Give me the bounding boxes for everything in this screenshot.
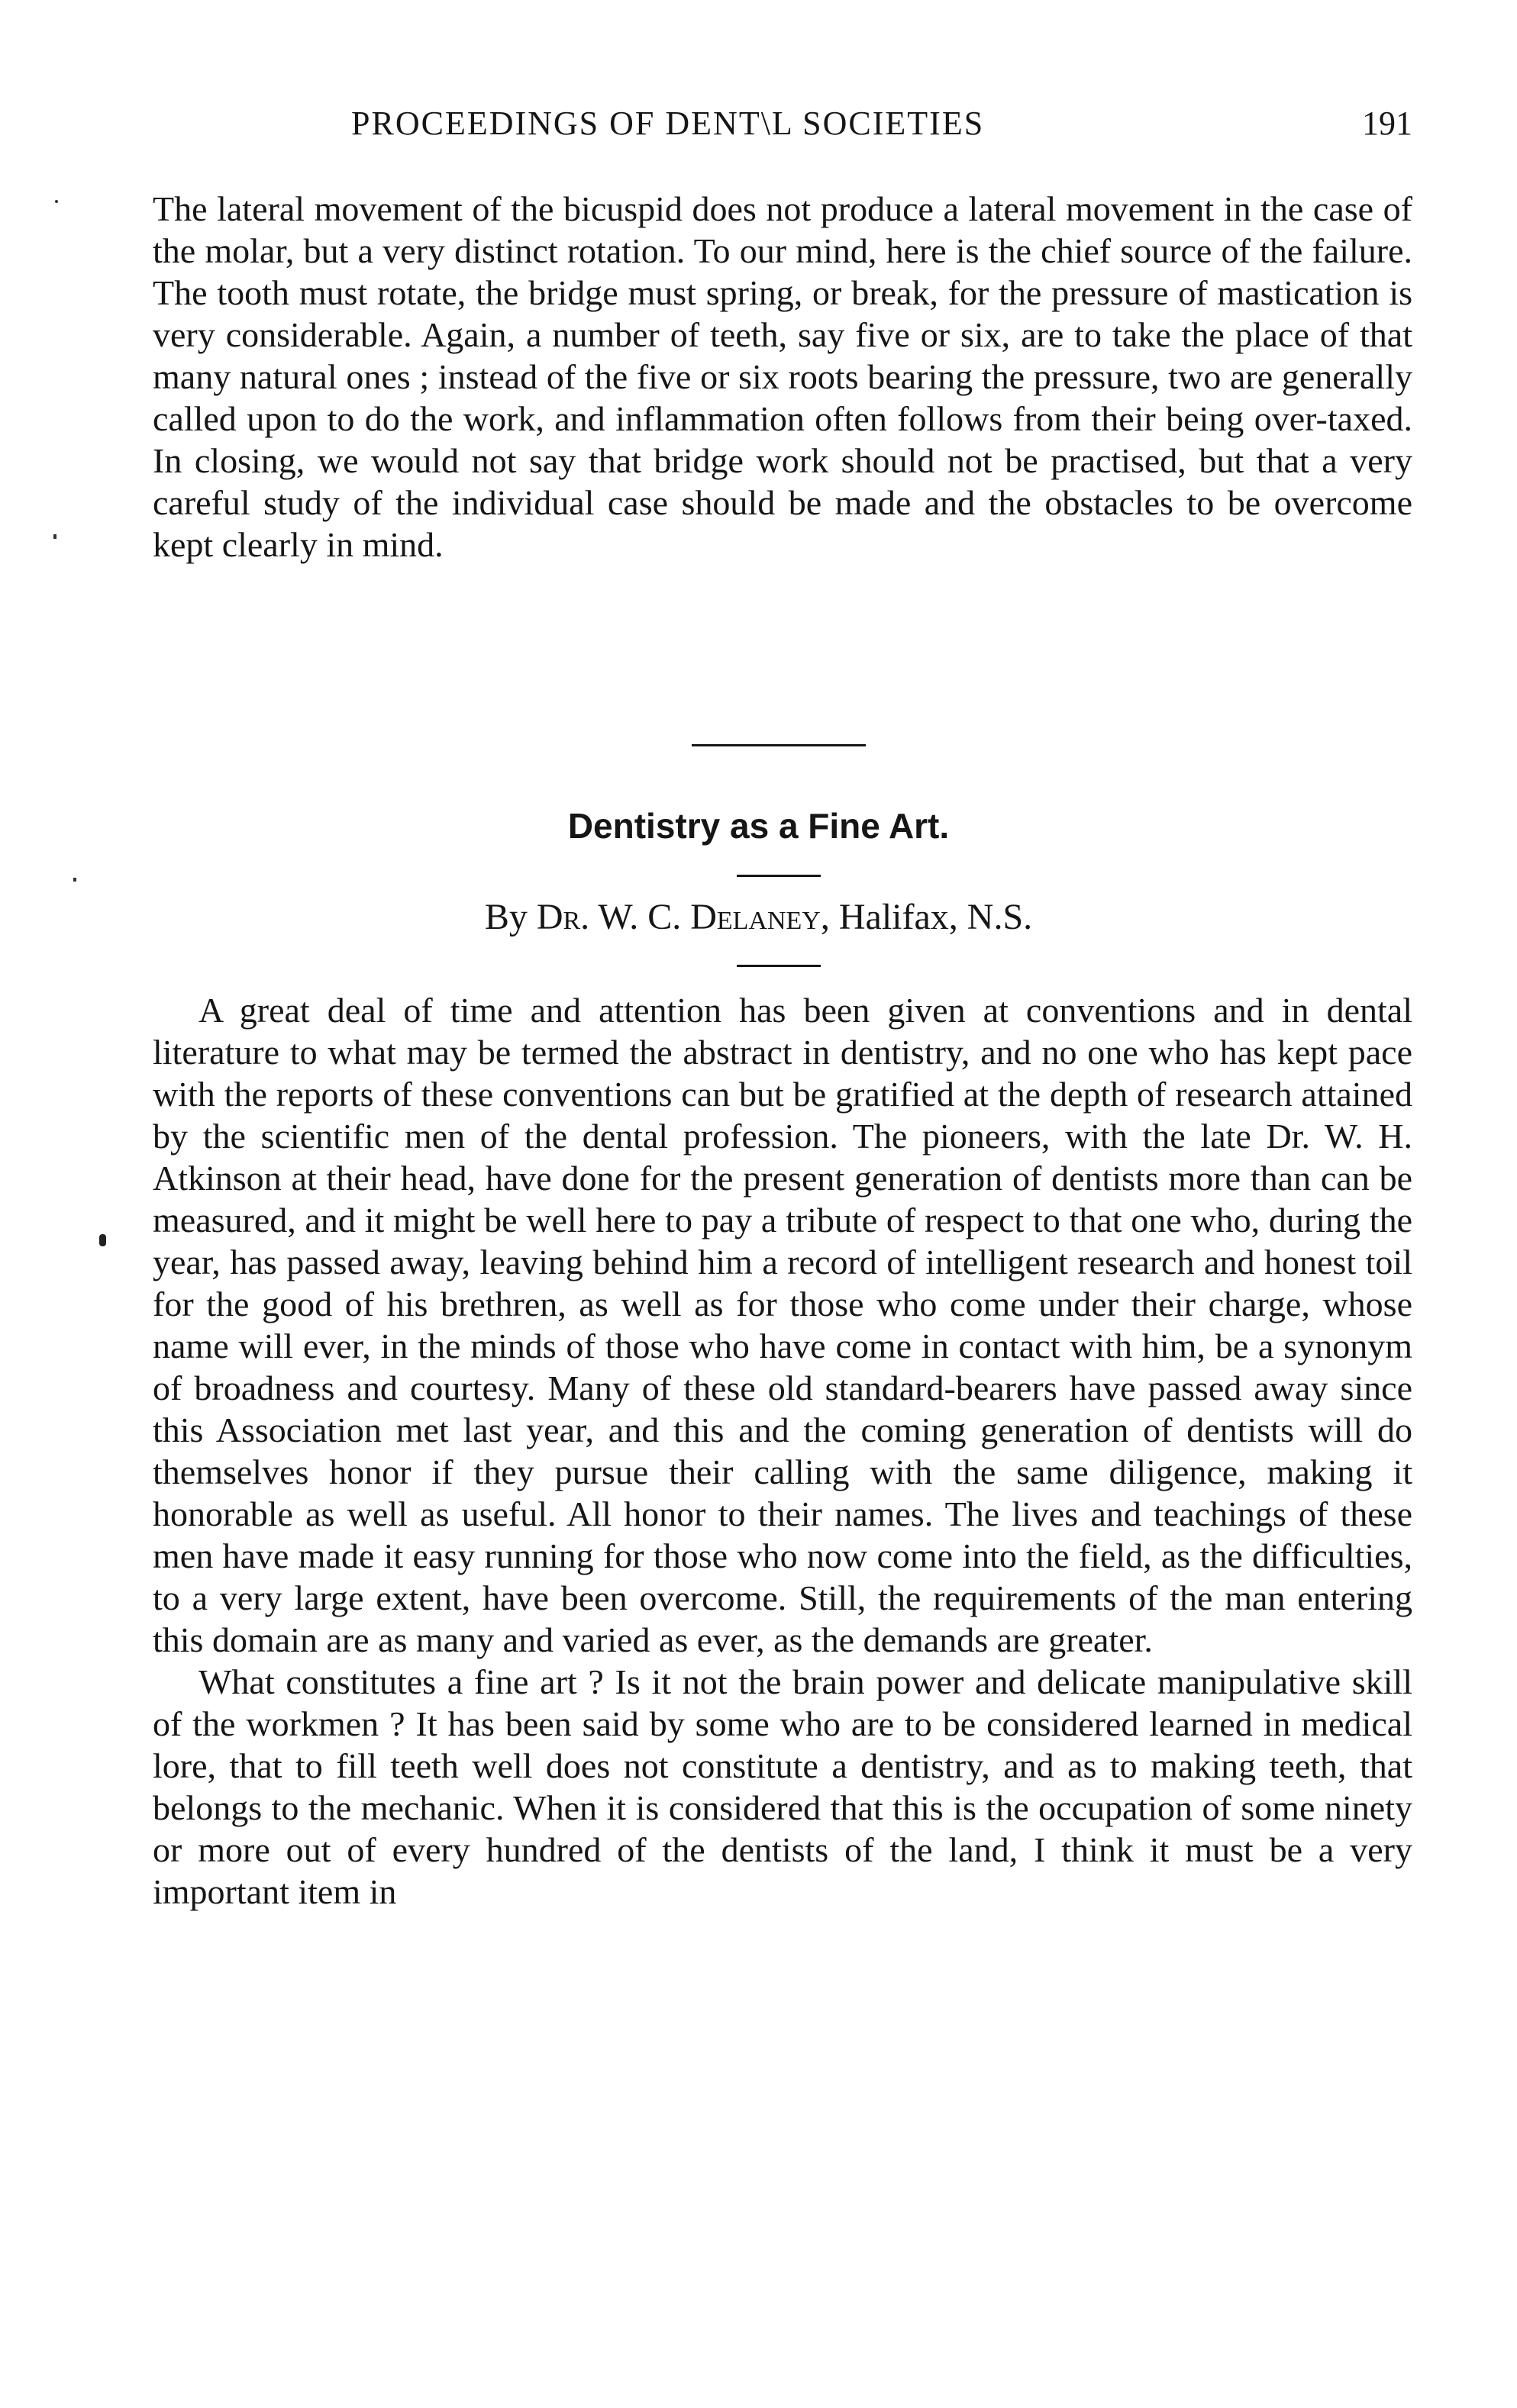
margin-speck — [73, 878, 76, 882]
author-location: , Halifax, N.S. — [820, 897, 1033, 937]
byline-prefix: By — [484, 897, 528, 937]
author-name: Dr. W. C. Delaney — [536, 897, 821, 937]
margin-speck — [53, 534, 56, 539]
previous-article-ending — [153, 188, 1412, 566]
page-number: 191 — [1362, 105, 1412, 142]
page-header — [153, 104, 1412, 150]
closing-paragraph: The lateral movement of the bicuspid does not produce a lateral movement in the case of the molar, but a very distinct rotation. To our mind, here is the chief source of the failure. The tooth must rotate, the bridge must spring, or break, for the pressure of mastication is very considerable. Again, a number of teeth, say five or six, are to take the place of that many natural ones ; instead of the five or six roots bearing the pressure, two are generally called upon to do the work, and inflammation often follows from their being over-taxed. In closing, we would not say that bridge work should not be practised, but that a very careful study of the individual case should be made and the obstacles to be overcome kept clearly in mind. — [153, 189, 1412, 564]
byline-rule — [737, 965, 821, 967]
margin-speck — [55, 200, 58, 203]
body-paragraph: A great deal of time and attention has been given at conventions and in dental literature to what may be termed the abstract in dentistry, and no one who has kept pace with the reports of these conventions can but be gratified at the depth of research attained by the scientific men of the dental profession. The pioneers, with the late Dr. W. H. Atkinson at their head, have done for the present generation of dentists more than can be measured, and it might be well here to pay a tribute of respect to that one who, during the year, has passed away, leaving behind him a record of intelligent research and honest toil for the good of his brethren, as well as for those who come under their charge, whose name will ever, in the minds of those who have come in contact with him, be a synonym of broadness and courtesy. Many of these old standard-bearers have passed away since this Association met last year, and this and the coming generation of dentists will do themselves honor if they pursue their calling with the same diligence, making it honorable as well as useful. All honor to their names. The lives and teachings of these men have made it easy running for those who now come into the field, as the difficulties, to a very large extent, have been overcome. Still, the requirements of the man entering this domain are as many and varied as ever, as the demands are greater. — [153, 991, 1412, 1659]
article-title: Dentistry as a Fine Art. — [567, 806, 950, 846]
title-rule — [737, 875, 821, 877]
section-divider — [692, 744, 866, 746]
body-paragraph: What constitutes a fine art ? Is it not the brain power and delicate manipulative skill of the workmen ? It has been said by some who are to be considered learned in medical lore, that to fill teeth well does not constitute a dentistry, and as to making teeth, that belongs to the mechanic. When it is considered that this is the occupation of some ninety or more out of every hundred of the dentists of the land, I think it must be a very important item in — [153, 1662, 1412, 1911]
article-body — [153, 989, 1412, 1913]
margin-bullet — [99, 1234, 106, 1246]
running-head: PROCEEDINGS OF DENT\L SOCIETIES — [351, 105, 985, 142]
byline — [0, 896, 1517, 938]
